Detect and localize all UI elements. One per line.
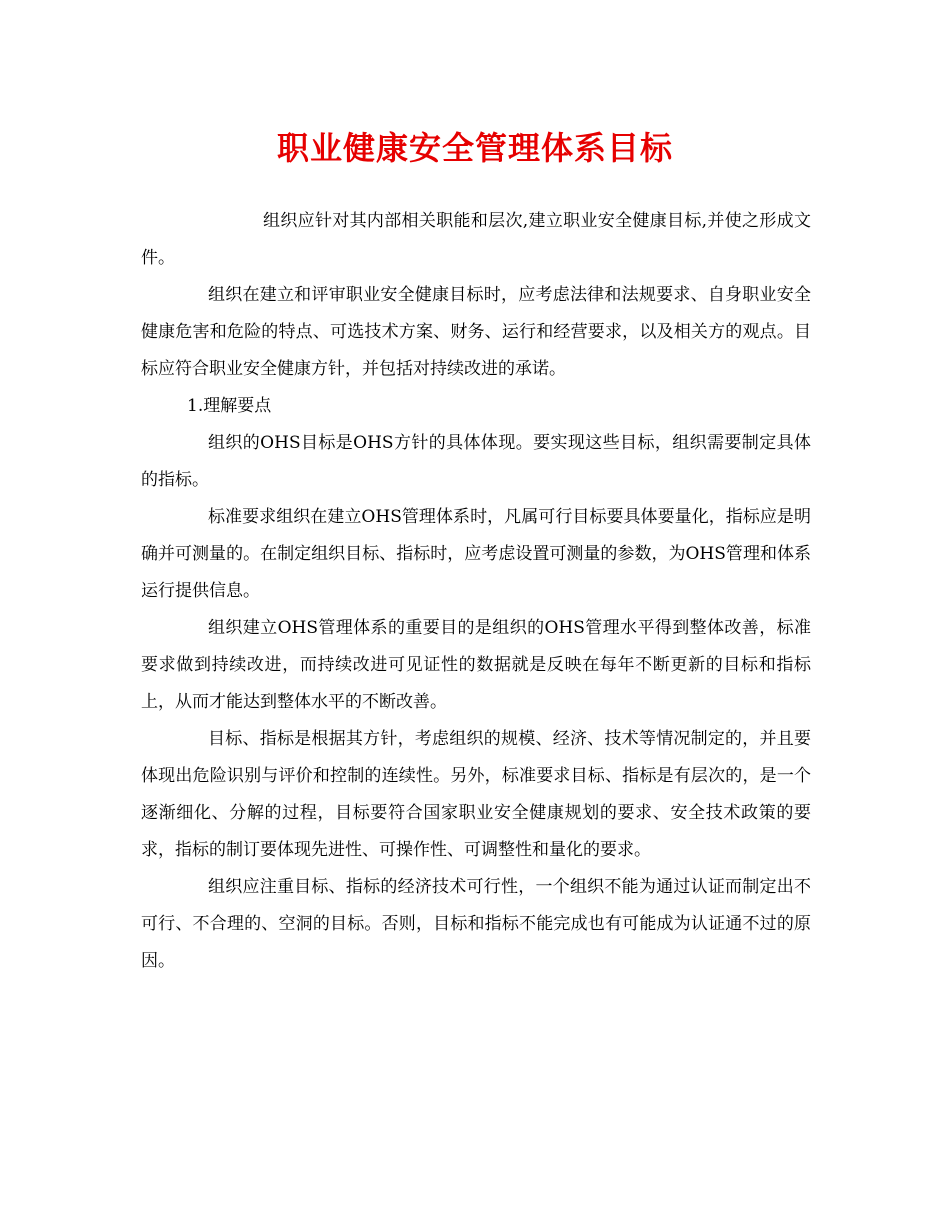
paragraph-measurable-targets: 标准要求组织在建立OHS管理体系时，凡属可行目标要具体要量化，指标应是明确并可测量的。在制定组织目标、指标时，应考虑设置可测量的参数，为OHS管理和体系运行提供信息。 [141,507,811,601]
paragraph-hierarchy: 目标、指标是根据其方针，考虑组织的规模、经济、技术等情况制定的，并且要体现出危险识别与评价和控制的连续性。另外，标准要求目标、指标是有层次的，是一个逐渐细化、分解的过程，目标要符合国家职业安全健康规划的要求、安全技术政策的要求，指标的制订要体现先进性、可操作性、可调整性和量化的要求。 [141,729,811,860]
paragraph-continual-improvement: 组织建立OHS管理体系的重要目的是组织的OHS管理水平得到整体改善，标准要求做到持续改进，而持续改进可见证性的数据就是反映在每年不断更新的目标和指标上，从而才能达到整体水平的不断改善。 [141,618,811,712]
document-title: 职业健康安全管理体系目标 [276,129,673,167]
section-heading-understanding: 1.理解要点 [187,396,272,416]
paragraph-feasibility: 组织应注重目标、指标的经济技术可行性，一个组织不能为通过认证而制定出不可行、不合理的、空洞的目标。否则，目标和指标不能完成也有可能成为认证通不过的原因。 [141,877,811,971]
document-body [141,203,811,980]
paragraph-intro: 组织应针对其内部相关职能和层次,建立职业安全健康目标,并使之形成文件。 [141,211,811,268]
paragraph-ohs-objectives: 组织的OHS目标是OHS方针的具体体现。要实现这些目标，组织需要制定具体的指标。 [141,433,811,490]
paragraph-requirements: 组织在建立和评审职业安全健康目标时，应考虑法律和法规要求、自身职业安全健康危害和危险的特点、可选技术方案、财务、运行和经营要求，以及相关方的观点。目标应符合职业安全健康方针，并包括对持续改进的承诺。 [141,285,811,379]
